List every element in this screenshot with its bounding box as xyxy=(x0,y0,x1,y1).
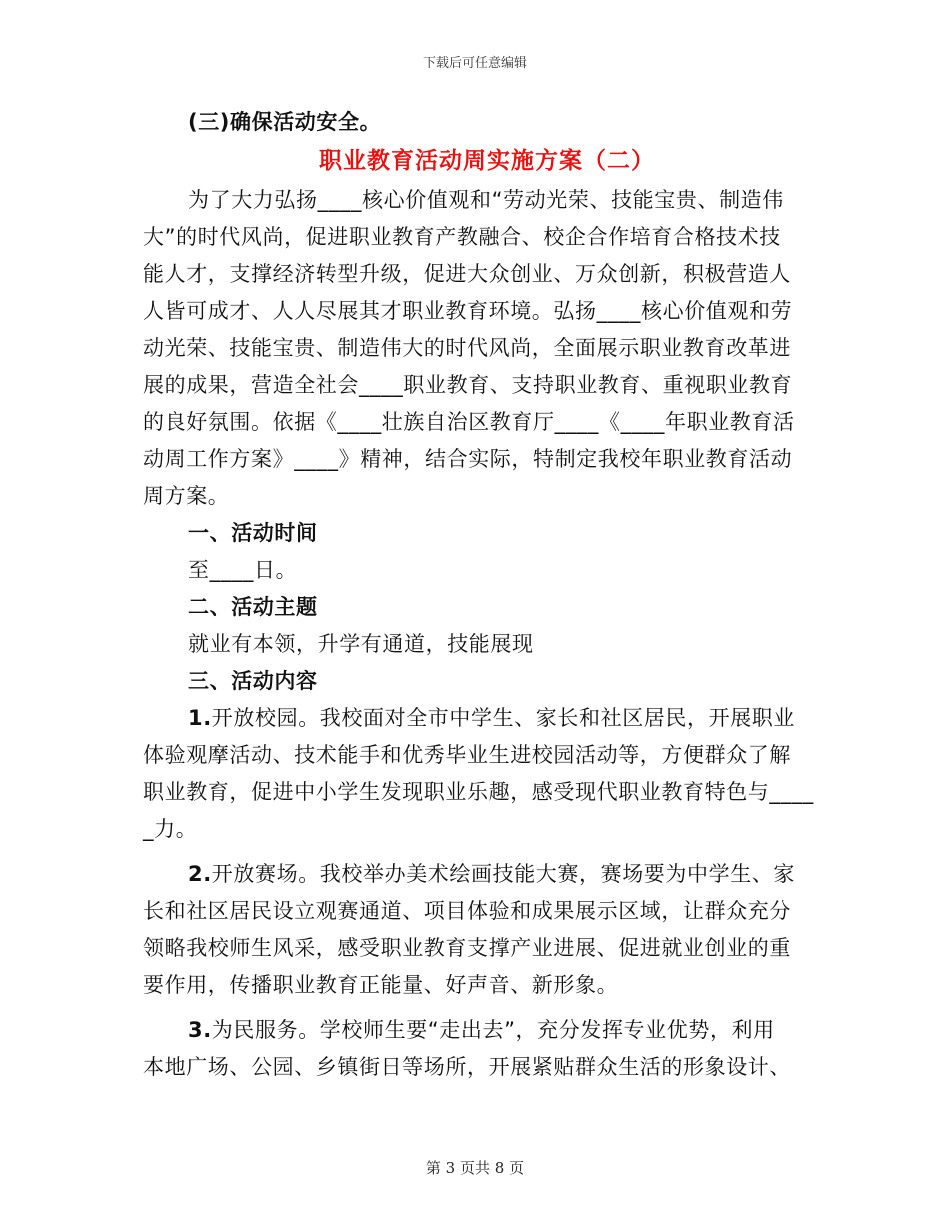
item-number: 1. xyxy=(188,706,212,730)
page-header: 下载后可任意编辑 xyxy=(422,56,527,71)
content-item-3 xyxy=(143,1012,807,1086)
section-heading-theme: 二、活动主题 xyxy=(188,595,318,619)
section-heading-time: 一、活动时间 xyxy=(188,521,318,545)
paragraph-line xyxy=(143,1012,807,1049)
section-heading-content: 三、活动内容 xyxy=(188,669,318,693)
item-number: 3. xyxy=(188,1018,212,1042)
paragraph-line xyxy=(143,856,807,893)
item-text: 开放赛场。我校举办美术绘画技能大赛，赛场要为中学生、家 xyxy=(211,862,795,886)
document-body xyxy=(143,104,814,1086)
paragraph-line: 大”的时代风尚，促进职业教育产教融合、校企合作培育合格技术技 xyxy=(143,225,781,249)
paragraph-line: 要作用，传播职业教育正能量、好声音、新形象。 xyxy=(143,973,619,997)
paragraph-line: 动光荣、技能宝贵、制造伟大的时代风尚，全面展示职业教育改革进 xyxy=(143,336,791,360)
paragraph-line: 周方案。 xyxy=(143,484,230,508)
paragraph-line xyxy=(143,700,807,737)
paragraph-line: 职业教育，促进中小学生发现职业乐趣，感受现代职业教育特色与____ xyxy=(143,780,814,804)
paragraph-line: 动周工作方案》____》精神，结合实际，特制定我校年职业教育活动 xyxy=(143,447,793,471)
paragraph-line: _力。 xyxy=(143,817,198,841)
content-item-2 xyxy=(143,856,807,1004)
content-item-1 xyxy=(143,700,814,848)
section-text-time: 至____日。 xyxy=(188,558,298,582)
paragraph-line: 长和社区居民设立观赛通道、项目体验和成果展示区域，让群众充分 xyxy=(143,899,791,923)
section-text-theme: 就业有本领，升学有通道，技能展现 xyxy=(188,632,534,656)
paragraph-line: 能人才，支撑经济转型升级，促进大众创业、万众创新，积极营造人 xyxy=(143,262,791,286)
paragraph-line: 展的成果，营造全社会____职业教育、支持职业教育、重视职业教育 xyxy=(143,373,793,397)
paragraph-line: 本地广场、公园、乡镇街日等场所，开展紧贴群众生活的形象设计、 xyxy=(143,1055,791,1079)
item-number: 2. xyxy=(188,862,212,886)
page-footer: 第 3 页共 8 页 xyxy=(425,1159,525,1177)
document-title: 职业教育活动周实施方案（二） xyxy=(319,148,655,174)
item-text: 开放校园。我校面对全市中学生、家长和社区居民，开展职业 xyxy=(211,706,795,730)
intro-paragraph xyxy=(143,182,807,515)
paragraph-line: 的良好氛围。依据《____壮族自治区教育厅____《____年职业教育活 xyxy=(143,410,795,434)
item-text: 为民服务。学校师生要“走出去”，充分发挥专业优势，利用 xyxy=(211,1018,775,1042)
section-heading: (三)确保活动安全。 xyxy=(188,110,382,134)
paragraph-line: 人皆可成才、人人尽展其才职业教育环境。弘扬____核心价值观和劳 xyxy=(143,299,793,323)
paragraph-line: 体验观摩活动、技术能手和优秀毕业生进校园活动等，方便群众了解 xyxy=(143,743,791,767)
paragraph-line: 为了大力弘扬____核心价值观和“劳动光荣、技能宝贵、制造伟 xyxy=(188,188,784,212)
paragraph-line: 领略我校师生风采，感受职业教育支撑产业进展、促进就业创业的重 xyxy=(143,936,791,960)
